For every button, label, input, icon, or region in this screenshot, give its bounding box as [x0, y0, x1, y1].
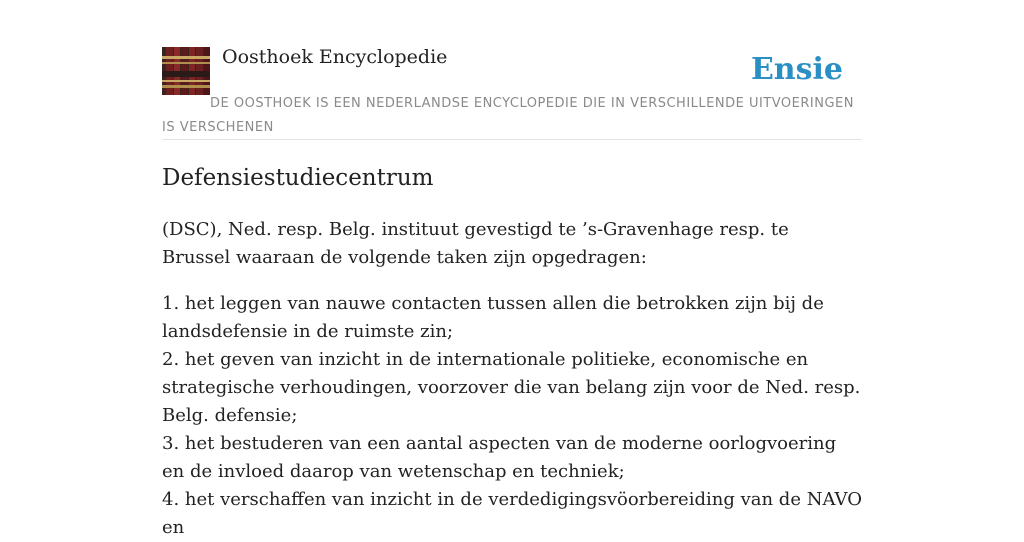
list-item: 1. het leggen van nauwe contacten tussen allen die betrokken zijn bij de landsdefensie in de ruimste zin; [162, 293, 824, 342]
article [162, 162, 862, 542]
header [162, 44, 862, 140]
tagline: DE OOSTHOEK IS EEN NEDERLANDSE ENCYCLOPEDIE DIE IN VERSCHILLENDE UITVOERINGEN IS VERSCHENEN [162, 96, 854, 135]
header-divider [162, 139, 862, 140]
list-item: 4. het verschaffen van inzicht in de verdedigingsvöorbereiding van de NAVO en [162, 489, 862, 538]
task-list [162, 290, 862, 542]
article-title: Defensiestudiecentrum [162, 165, 434, 191]
encyclopedia-books-icon[interactable] [162, 47, 210, 95]
list-item: 2. het geven van inzicht in de internationale politieke, economische en strategische verhoudingen, voorzover die van belang zijn voor de Ned. resp. Belg. defensie; [162, 349, 861, 426]
list-item: 3. het bestuderen van een aantal aspecten van de moderne oorlogvoering en de invloed daarop van wetenschap en techniek; [162, 433, 837, 482]
brand-logo[interactable]: Ensie [750, 52, 843, 87]
article-body [162, 216, 862, 542]
article-intro: (DSC), Ned. resp. Belg. instituut gevestigd te ’s-Gravenhage resp. te Brussel waaraan de volgende taken zijn opgedragen: [162, 219, 789, 268]
publication-name[interactable]: Oosthoek Encyclopedie [222, 46, 448, 68]
